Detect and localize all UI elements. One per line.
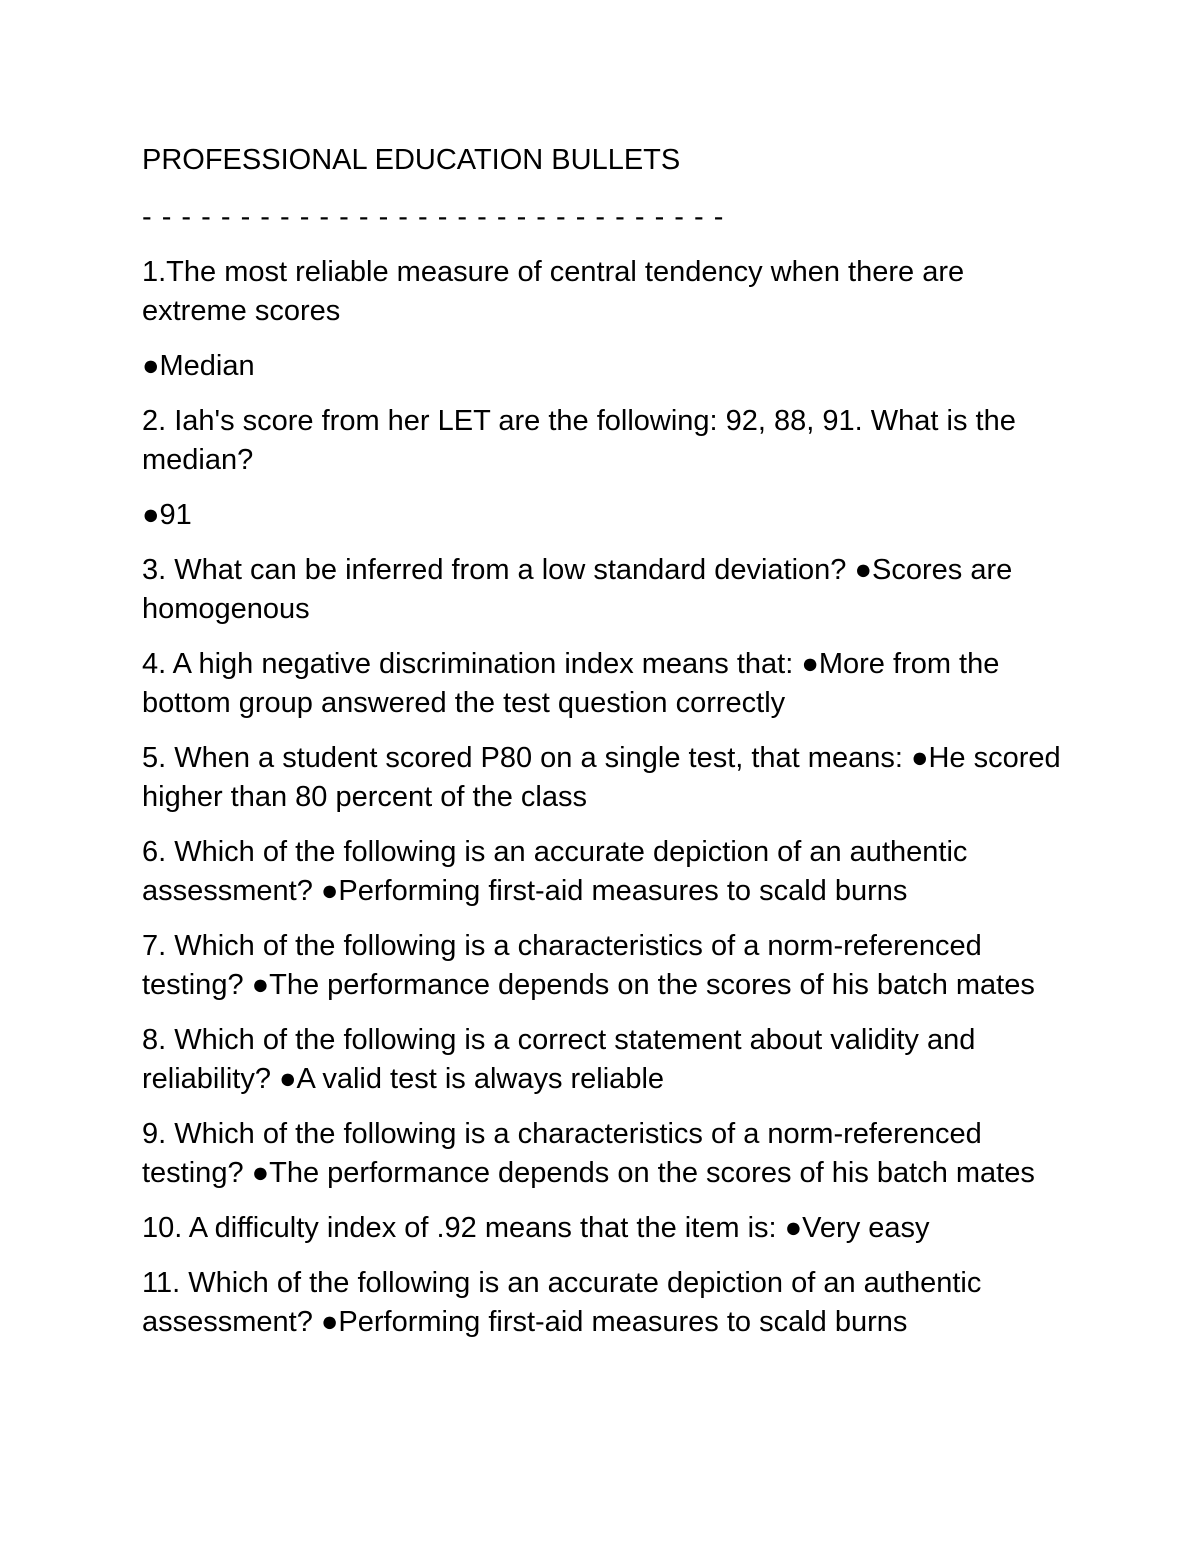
answer-2: ●91 xyxy=(142,499,192,531)
question-1: 1.The most reliable measure of central tendency when there are extreme scores xyxy=(142,256,965,327)
question-7: 7. Which of the following is a characteristics of a norm-referenced testing? ●The performance depends on the scores of his batch mates xyxy=(142,930,1035,1001)
question-3: 3. What can be inferred from a low standard deviation? ●Scores are homogenous xyxy=(142,554,1013,625)
document-body xyxy=(142,141,1072,1358)
title-divider: - - - - - - - - - - - - - - - - - - - - - - - - - - - - - - xyxy=(142,201,725,233)
question-8: 8. Which of the following is a correct statement about validity and reliability? ●A valid test is always reliable xyxy=(142,1024,976,1095)
question-9: 9. Which of the following is a characteristics of a norm-referenced testing? ●The performance depends on the scores of his batch mates xyxy=(142,1118,1035,1189)
question-11: 11. Which of the following is an accurate depiction of an authentic assessment? ●Performing first-aid measures to scald burns xyxy=(142,1267,982,1338)
question-2: 2. Iah's score from her LET are the following: 92, 88, 91. What is the median? xyxy=(142,405,1016,476)
document-title: PROFESSIONAL EDUCATION BULLETS xyxy=(142,144,681,176)
question-10: 10. A difficulty index of .92 means that the item is: ●Very easy xyxy=(142,1212,930,1244)
question-4: 4. A high negative discrimination index means that: ●More from the bottom group answered the test question correctly xyxy=(142,648,1000,719)
question-5: 5. When a student scored P80 on a single test, that means: ●He scored higher than 80 percent of the class xyxy=(142,742,1061,813)
question-6: 6. Which of the following is an accurate depiction of an authentic assessment? ●Performing first-aid measures to scald burns xyxy=(142,836,968,907)
answer-1: ●Median xyxy=(142,350,255,382)
